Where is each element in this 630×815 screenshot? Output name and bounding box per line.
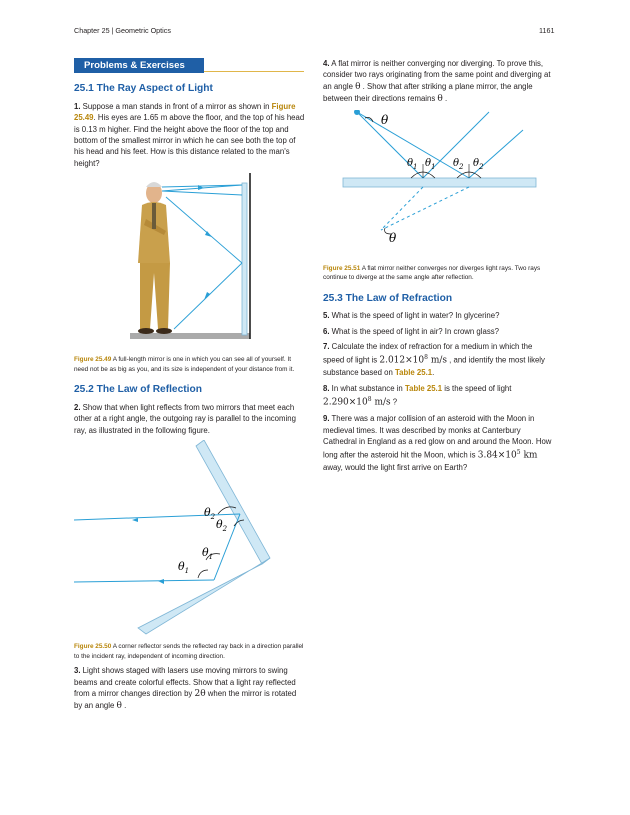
chapter-header: Chapter 25 | Geometric Optics: [74, 26, 171, 35]
problems-banner: Problems & Exercises: [74, 58, 204, 73]
right-column: [323, 58, 555, 478]
theta-2-label-b: $\theta_2$: [216, 518, 228, 534]
theta2-left: $\theta_2$: [453, 157, 464, 171]
figure-25-50-caption: Figure 25.50 A corner reflector sends the reflected ray back in a direction parallel to the incident ray, independent of incoming direction.: [74, 643, 304, 660]
figure-25-49-caption: Figure 25.49 A full-length mirror is one in which you can see all of yourself. It need not be as big as you, and its size is independent of your distance from it.: [74, 356, 295, 373]
theta-bottom-label: θ: [389, 230, 397, 245]
theta1-left: $\theta_1$: [407, 157, 418, 171]
problem-5: 5. What is the speed of light in water? In glycerine?: [323, 311, 500, 321]
table-25-1-link-2[interactable]: Table 25.1: [404, 383, 443, 393]
virtual-rays: [381, 187, 469, 230]
theta-1-label-b: $\theta_1$: [178, 560, 190, 576]
ray-arrows: [198, 185, 212, 300]
banner-rule: [204, 71, 304, 72]
problem-2: 2. Show that when light reflects from two mirrors that meet each other at a right angle, the outgoing ray is parallel to the incoming ray, as illustrated in the following figure.: [74, 402, 296, 435]
man-figure: [138, 182, 172, 334]
theta-2-label-a: $\theta_2$: [204, 506, 216, 522]
light-rays: [162, 185, 242, 329]
problem-4: 4. A flat mirror is neither converging nor diverging. To prove this, consider two rays originating from the same point and diverging at an angle θ . Show that after striking a plane mirror, the angle between their directions remains θ .: [323, 59, 551, 105]
page-number: 1161: [539, 26, 555, 35]
figure-25-51-caption: Figure 25.51 A flat mirror neither converges nor diverges light rays. Two rays continue to diverge at the same angle after reflection.: [323, 264, 541, 282]
corner-arrows: [132, 518, 164, 584]
theta-1-label-a: $\theta_1$: [202, 546, 214, 562]
flat-mirror: [343, 178, 536, 187]
problem-7: 7. Calculate the index of refraction for a medium in which the speed of light is $2.012\times 10^8$ m/s , and identify the most likely substance based on Table 25.1.: [323, 342, 545, 378]
theta2-right: $\theta_2$: [473, 157, 484, 171]
figure-25-49-diagram: [74, 173, 306, 349]
mirror: [242, 183, 247, 335]
theta-top-label: θ: [381, 112, 389, 127]
problem-9: 9. There was a major collision of an asteroid with the Moon in medieval times. It was described by monks at Canterbury Cathedral in England as a red glow on and around the Moon. How long after the asteroid hit the Moon, which is $3.84\times 10^5$ km away, would the light first arrive on Earth?: [323, 414, 552, 473]
left-column: [74, 58, 306, 717]
problem-1: 1. Suppose a man stands in front of a mirror as shown in Figure 25.49. His eyes are 1.65 m above the floor, and the top of his head is 0.13 m higher. Find the height above the floor of the top and bottom of the smallest mirror in which he can see both the top of his head and his feet. How is this distance related to the man's height?: [74, 101, 305, 168]
figure-25-49-link[interactable]: Figure 25.49: [74, 101, 296, 123]
corner-mirrors: [138, 440, 270, 634]
theta1-right: $\theta_1$: [425, 157, 436, 171]
problem-3: 3. Light shows staged with lasers use moving mirrors to swing beams and create colorful effects. Show that a light ray reflected from a mirror changes direction by 2θ when the mirror is rotated by an angle θ .: [74, 666, 297, 712]
figure-25-51-diagram: [323, 110, 555, 248]
section-25-2-title: 25.2 The Law of Reflection: [74, 384, 202, 396]
figure-25-50-diagram: [74, 440, 306, 638]
table-25-1-link[interactable]: Table 25.1: [394, 368, 433, 378]
section-25-3-title: 25.3 The Law of Refraction: [323, 292, 453, 304]
problem-8: 8. In what substance in Table 25.1 is the speed of light $2.290\times 10^8$ m/s ?: [323, 383, 512, 408]
section-25-1-title: 25.1 The Ray Aspect of Light: [74, 83, 213, 95]
problem-6: 6. What is the speed of light in air? In crown glass?: [323, 326, 499, 336]
